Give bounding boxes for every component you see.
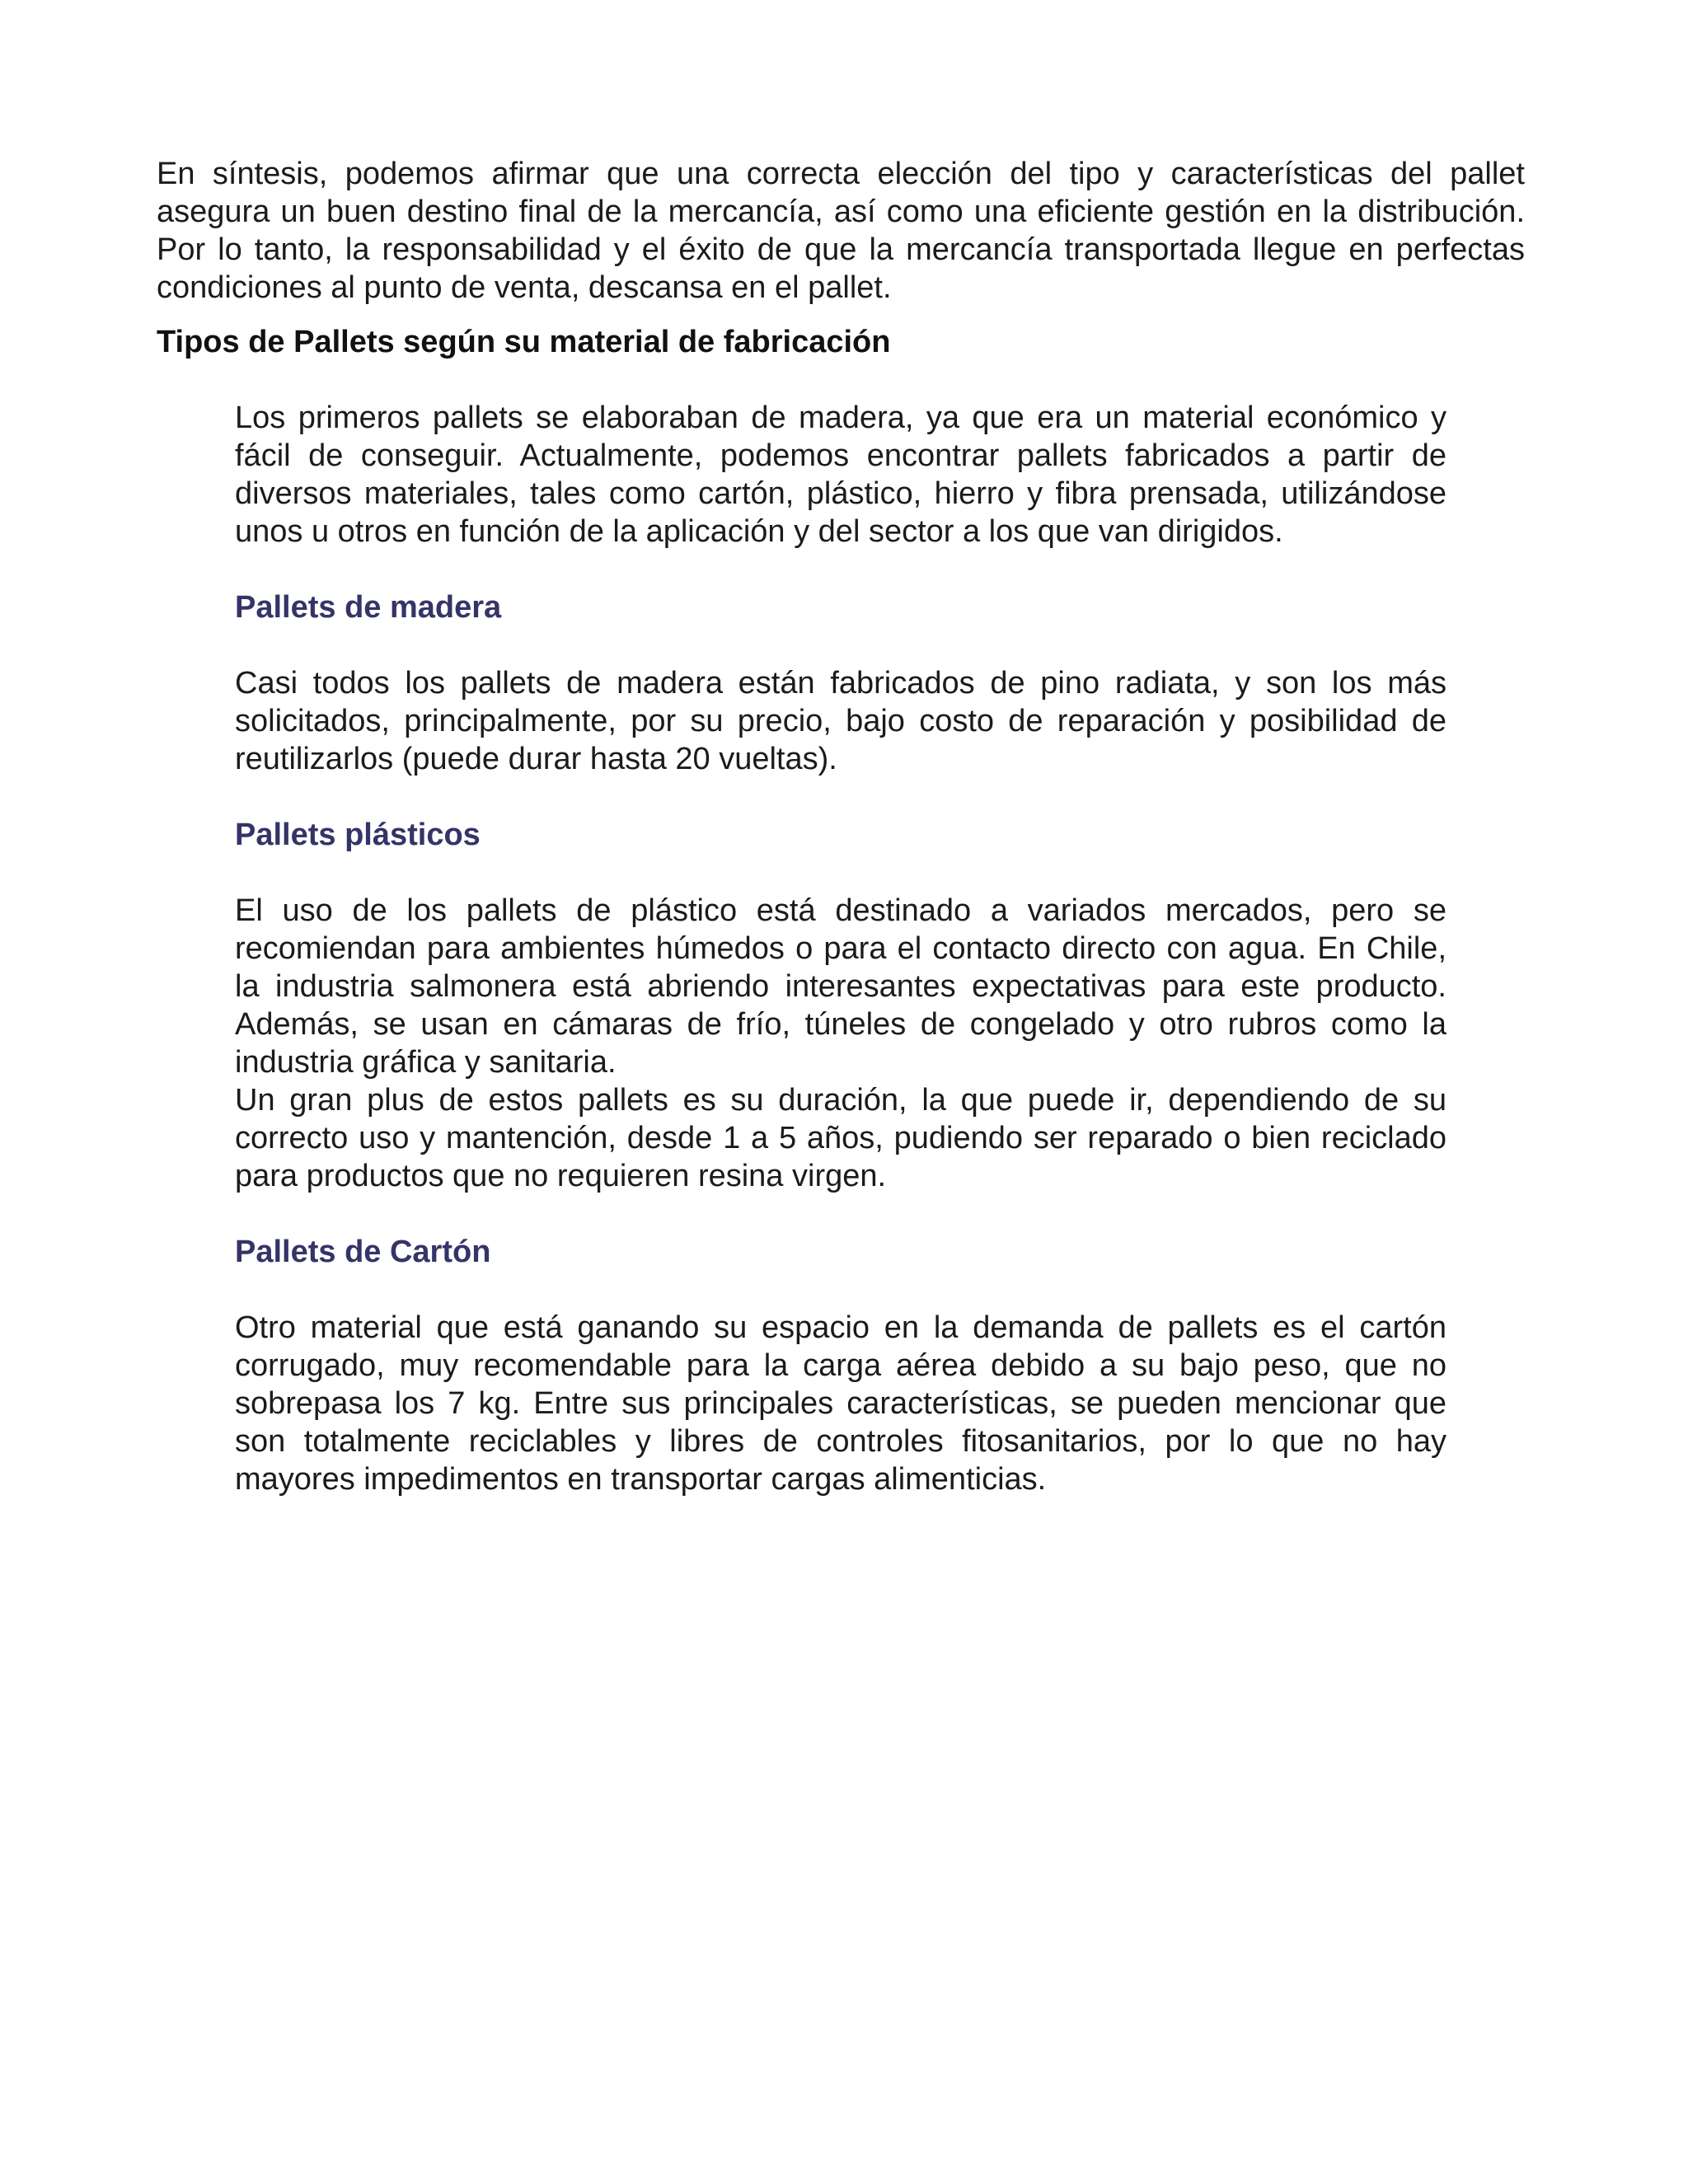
paragraph-wood-pallets: Casi todos los pallets de madera están fabricados de pino radiata, y son los más solicitados, principalmente, por su precio, bajo costo de reparación y posibilidad de reutilizarlos (puede durar hasta 20 vueltas). — [235, 666, 1447, 776]
materials-section — [235, 399, 1447, 1536]
heading-wood-pallets: Pallets de madera — [235, 590, 502, 625]
intro-paragraph: En síntesis, podemos afirmar que una correcta elección del tipo y características del pallet asegura un buen destino final de la mercancía, así como una eficiente gestión en la distribución. Por lo tanto, la responsabilidad y el éxito de que la mercancía transportada llegue en perfectas condiciones al punto de venta, descansa en el pallet. — [157, 157, 1525, 305]
heading-cardboard-pallets: Pallets de Cartón — [235, 1235, 491, 1269]
paragraph-cardboard-pallets: Otro material que está ganando su espacio en la demanda de pallets es el cartón corrugado, muy recomendable para la carga aérea debido a su bajo peso, que no sobrepasa los 7 kg. Entre sus principales características, se pueden mencionar que son totalmente reciclables y libres de controles fitosanitarios, por lo que no hay mayores impedimentos en transportar cargas alimenticias. — [235, 1310, 1447, 1497]
paragraph-plastic-pallets-2: Un gran plus de estos pallets es su duración, la que puede ir, dependiendo de su correcto uso y mantención, desde 1 a 5 años, pudiendo ser reparado o bien reciclado para productos que no requieren resina virgen. — [235, 1083, 1447, 1193]
paragraph-plastic-pallets-1: El uso de los pallets de plástico está destinado a variados mercados, pero se recomiendan para ambientes húmedos o para el contacto directo con agua. En Chile, la industria salmonera está abriendo interesantes expectativas para este producto. Además, se usan en cámaras de frío, túneles de congelado y otro rubros como la industria gráfica y sanitaria. — [235, 893, 1447, 1080]
section-title: Tipos de Pallets según su material de fabricación — [157, 325, 891, 359]
overview-paragraph: Los primeros pallets se elaboraban de madera, ya que era un material económico y fácil de conseguir. Actualmente, podemos encontrar pallets fabricados a partir de diversos materiales, tales como cartón, plástico, hierro y fibra prensada, utilizándose unos u otros en función de la aplicación y del sector a los que van dirigidos. — [235, 401, 1447, 549]
heading-plastic-pallets: Pallets plásticos — [235, 818, 481, 852]
